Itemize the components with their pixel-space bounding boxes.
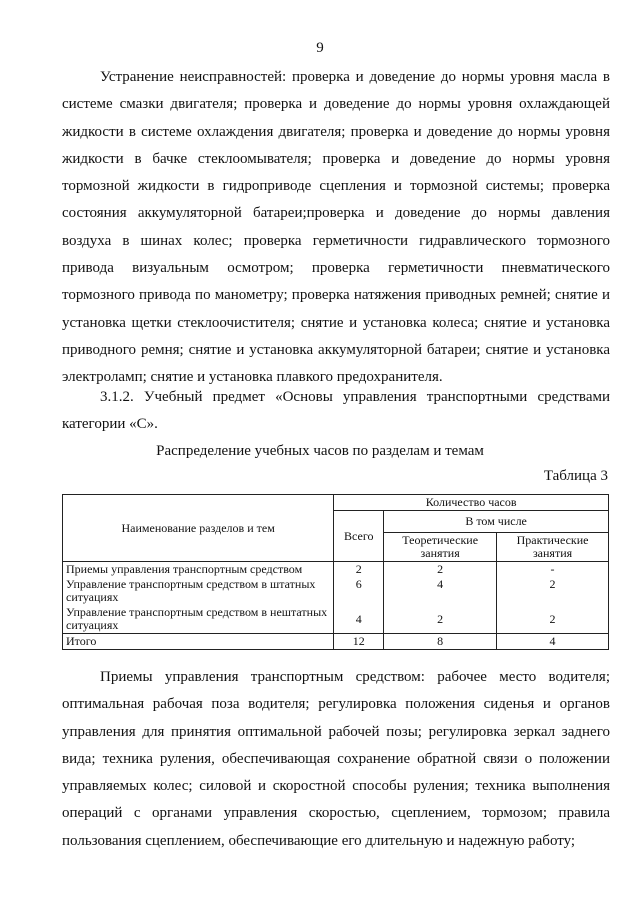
- header-total: Всего: [334, 511, 384, 562]
- row-total: 4: [334, 605, 384, 634]
- page-number: 9: [316, 40, 324, 56]
- table-caption: Распределение учебных часов по разделам и темам: [156, 443, 484, 459]
- row-practice: -: [497, 562, 609, 578]
- paragraph-text: 3.1.2. Учебный предмет «Основы управления транспортными средствами категории «С».: [62, 389, 610, 433]
- total-practice: 4: [497, 634, 609, 650]
- row-name: Управление транспортным средством в нештатных ситуациях: [63, 605, 334, 634]
- header-hours: Количество часов: [334, 495, 609, 511]
- header-practice: Практические занятия: [497, 533, 609, 562]
- total-theory: 8: [384, 634, 497, 650]
- hours-table: [62, 494, 609, 650]
- row-total: 6: [334, 577, 384, 605]
- table-row: [63, 577, 609, 605]
- row-total: 2: [334, 562, 384, 578]
- paragraph-subject-heading: [62, 384, 610, 439]
- row-theory: 4: [384, 577, 497, 605]
- row-practice: 2: [497, 577, 609, 605]
- paragraph-text: Устранение неисправностей: проверка и доведение до нормы уровня масла в системе смазки двигателя; проверка и доведение до нормы уровня охлаждающей жидкости в системе охлаждения двигателя; проверка и доведение до нормы уровня жидкости в бачке стеклоомывателя; проверка и доведение до нормы уровня тормозной жидкости в гидроприводе сцепления и тормозной системы; проверка состояния аккумуляторной батареи;проверка и доведение до нормы давления воздуха в шинах колес; проверка герметичности гидравлического тормозного привода визуальным осмотром; проверка герметичности пневматического тормозного привода по манометру; проверка натяжения приводных ремней; снятие и установка щетки стеклоочистителя; снятие и установка колеса; снятие и установка приводного ремня; снятие и установка аккумуляторной батареи; снятие и установка электроламп; снятие и установка плавкого предохранителя.: [62, 69, 610, 386]
- row-theory: 2: [384, 605, 497, 634]
- paragraph-text: Приемы управления транспортным средством: рабочее место водителя; оптимальная рабочая поза водителя; регулировка положения сиденья и органов управления для принятия оптимальной рабочей позы; регулировка зеркал заднего вида; техника руления, обеспечивающая сохранение обратной связи о положении управляемых колес; силовой и скоростной способы руления; техника выполнения операций с органами управления скоростью, сцеплением, тормозом; правила пользования сцеплением, обеспечивающие его длительную и надежную работу;: [62, 669, 610, 849]
- row-theory: 2: [384, 562, 497, 578]
- header-theory: Теоретические занятия: [384, 533, 497, 562]
- table-row: [63, 605, 609, 634]
- table-row: [63, 562, 609, 578]
- header-including: В том числе: [384, 511, 609, 533]
- header-name: Наименование разделов и тем: [63, 495, 334, 562]
- row-practice: 2: [497, 605, 609, 634]
- row-name: Приемы управления транспортным средством: [63, 562, 334, 578]
- row-name: Управление транспортным средством в штатных ситуациях: [63, 577, 334, 605]
- table-total-row: [63, 634, 609, 650]
- total-label: Итого: [63, 634, 334, 650]
- table-label: Таблица 3: [543, 468, 608, 484]
- paragraph-troubleshooting: [62, 64, 610, 392]
- total-total: 12: [334, 634, 384, 650]
- paragraph-driving-techniques: [62, 664, 610, 855]
